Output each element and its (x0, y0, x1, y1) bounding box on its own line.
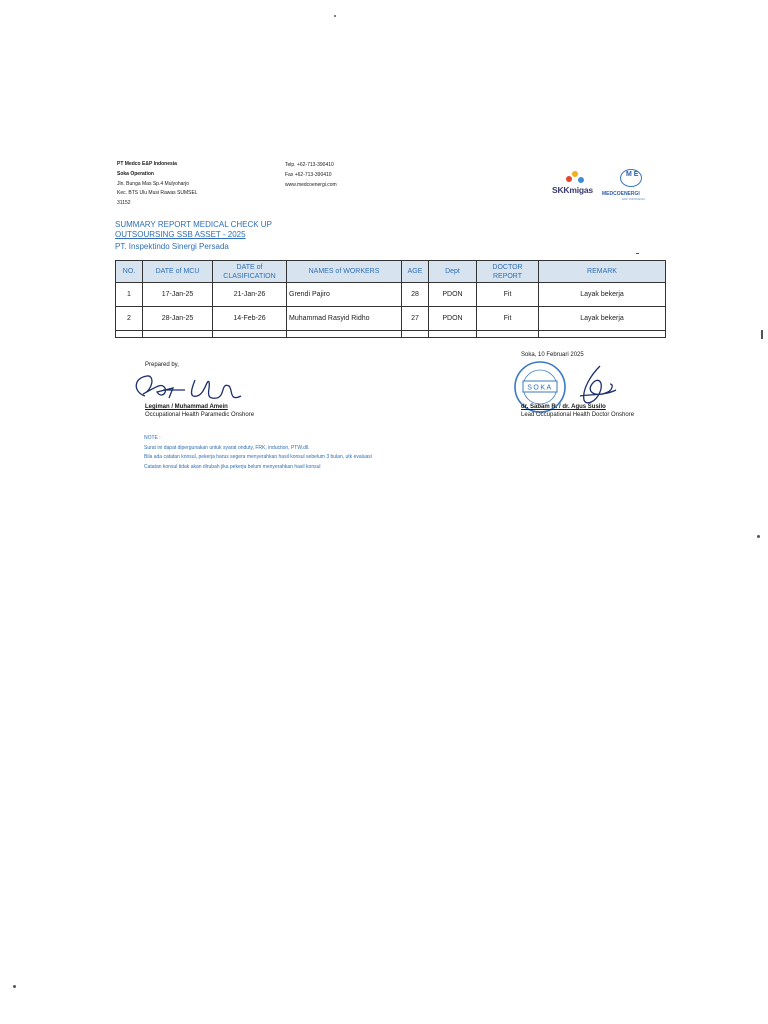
table-row (116, 283, 666, 307)
medco-logo-text: MEDCOENERGI (602, 191, 640, 197)
cell-date-classification: 14-Feb-26 (213, 307, 287, 331)
cell-doctor-report: Fit (477, 283, 539, 307)
report-title-line2: OUTSOURSING SSB ASSET - 2025 (115, 230, 246, 239)
cell-no: 2 (116, 307, 143, 331)
signer-right-block (521, 403, 634, 419)
signer-right-name: dr. Sabam R. / dr. Agus Susilo (521, 404, 606, 410)
cell-no: 1 (116, 283, 143, 307)
scan-speck (636, 253, 639, 254)
cell-date-mcu: 17-Jan-25 (143, 283, 213, 307)
company-fax: Fax +62-713-390410 (285, 172, 332, 178)
company-name: PT Medco E&P Indonesia (117, 161, 177, 167)
note-line: Bila ada catatan konsul, pekerja harus segera menyerahkan hasil konsul sebelum 3 bulan, utk evaluasi (144, 454, 372, 460)
column-header-no: NO. (116, 261, 143, 283)
place-date: Soka, 10 Februari 2025 (521, 352, 584, 358)
company-address-line1: Jln. Bunga Mas Sp.4 Mulyoharjo (117, 180, 189, 187)
cell-date-mcu: 28-Jan-25 (143, 307, 213, 331)
contact-block (285, 160, 337, 190)
scan-speck (334, 15, 336, 17)
cell-dept: PDON (429, 283, 477, 307)
company-block (117, 160, 198, 209)
cell-dept: PDON (429, 307, 477, 331)
cell-age: 28 (402, 283, 429, 307)
notes-heading: NOTE : (144, 435, 161, 441)
medco-logo-subtext: E&P INDONESIA (622, 197, 646, 201)
note-line: Surat ini dapat dipergunakan untuk syarat onduty, FRK, induction, PTW.dll. (144, 444, 310, 451)
cell-doctor-report: Fit (477, 307, 539, 331)
scan-speck (757, 535, 760, 538)
column-header-worker-name: NAMES of WORKERS (287, 261, 402, 283)
column-header-doctor-report: DOCTOR REPORT (477, 261, 539, 283)
cell-remark: Layak bekerja (539, 307, 666, 331)
cell-worker-name: Muhammad Rasyid Ridho (287, 307, 402, 331)
medco-logo-mark (620, 169, 642, 187)
cell-age: 27 (402, 307, 429, 331)
skkmigas-logo (552, 185, 593, 195)
mcu-summary-table (115, 260, 666, 338)
column-header-remark: REMARK (539, 261, 666, 283)
column-header-date-mcu: DATE of MCU (143, 261, 213, 283)
company-postal-code: 31152 (117, 200, 131, 207)
medco-logo-mark-text: M E (626, 171, 639, 178)
column-header-age: AGE (402, 261, 429, 283)
signer-left-title: Occupational Health Paramedic Onshore (145, 412, 255, 418)
stamp-text: SOKA (527, 384, 553, 392)
column-header-date-classification: DATE of CLASIFICATION (213, 261, 287, 283)
column-header-dept: Dept (429, 261, 477, 283)
company-unit: Soka Operation (117, 170, 154, 177)
cell-worker-name: Grendi Pajiro (287, 283, 402, 307)
signer-left-name: Legiman / Muhammad Amein (145, 404, 228, 410)
signer-left-block (145, 403, 254, 419)
cell-date-classification: 21-Jan-26 (213, 283, 287, 307)
scan-speck (761, 330, 763, 339)
prepared-by-label: Prepared by, (145, 362, 179, 368)
report-company: PT. Inspektindo Sinergi Persada (115, 242, 229, 251)
company-website: www.medcoenergi.com (285, 182, 337, 188)
note-line: Catatan konsul tidak akan dirubah jika pekerja belum menyerahkan hasil konsul (144, 463, 321, 470)
report-title-block (115, 220, 272, 252)
table-row (116, 307, 666, 331)
scan-speck (13, 985, 16, 988)
cell-remark: Layak bekerja (539, 283, 666, 307)
table-header-row (116, 261, 666, 283)
notes-block (144, 434, 372, 472)
report-title-line1: SUMMARY REPORT MEDICAL CHECK UP (115, 220, 272, 229)
company-address-line2: Kec. BTS Ulu Musi Rawas SUMSEL (117, 190, 198, 197)
table-row-empty (116, 331, 666, 338)
signature-right-image (560, 362, 620, 408)
logos-area (552, 165, 662, 205)
signer-right-title: Lead Occupational Health Doctor Onshore (521, 412, 635, 418)
company-phone: Telp. +62-713-390410 (285, 162, 334, 168)
skkmigas-logo-text: SKKmigas (552, 185, 593, 195)
